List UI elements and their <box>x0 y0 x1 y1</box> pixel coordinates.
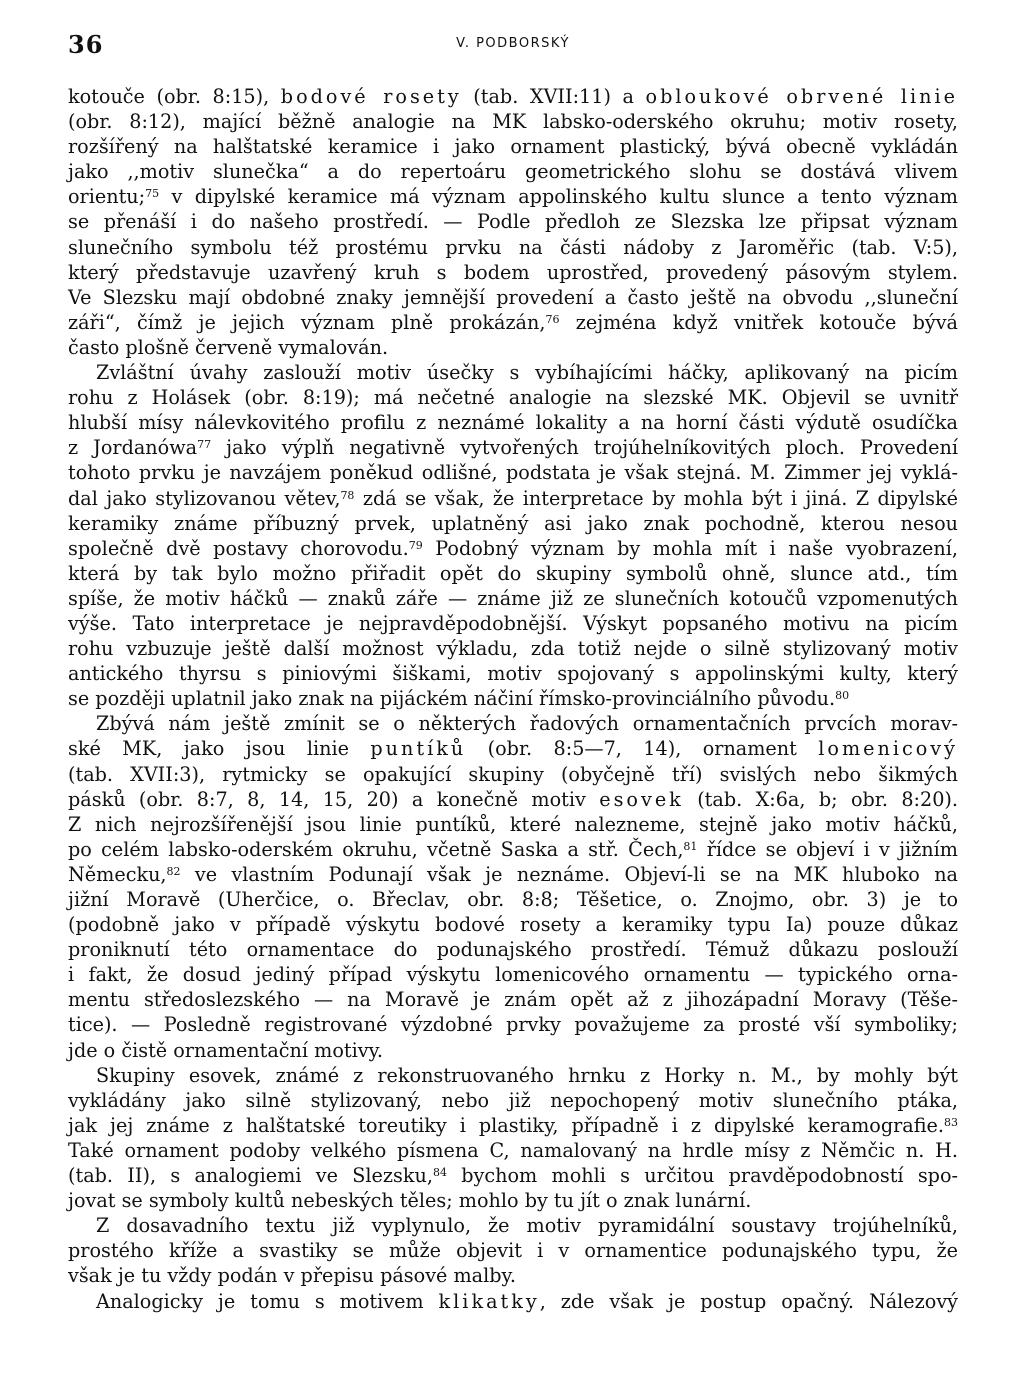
text-line: slunečního symbolu též prostému prvku na části nádoby z Jaroměřic (tab. V:5), <box>68 235 958 259</box>
page-number: 36 <box>68 30 104 59</box>
text-line: prostého kříže a svastiky se může objevit i v ornamentice podunajského typu, že <box>68 1239 958 1263</box>
text-line: Zvláštní úvahy zaslouží motiv úsečky s vybíhajícími háčky, aplikovaný na picím <box>96 361 958 385</box>
text-line: i fakt, že dosud jediný případ výskytu lomenicového ornamentu — typického orna- <box>68 963 958 987</box>
text-line: Analogicky je tomu s motivem klikatky, zde však je postup opačný. Nálezový <box>96 1289 959 1313</box>
text-line: jak jej známe z halštatské toreutiky i plastiky, případně i z dipylské keramografie.$^{83}$ <box>68 1113 958 1137</box>
text-line: antického thyrsu s piniovými šiškami, motiv spojovaný s appolinskými kulty, který <box>68 662 958 686</box>
text-line: po celém labsko-oderském okruhu, včetně Saska a stř. Čech,$^{81}$ řídce se objeví i v jižním <box>68 837 958 861</box>
text-line: Německu,$^{82}$ ve vlastním Podunají však je neznáme. Objeví-li se na MK hluboko na <box>68 862 958 886</box>
footnote-mark: 75 <box>145 187 160 201</box>
body-text <box>68 84 958 1314</box>
text-line: Zbývá nám ještě zmínit se o některých řadových ornamentačních prvcích morav- <box>96 712 958 736</box>
text-line: orientu;$^{75}$ v dipylské keramice má význam appolinského kultu slunce a tento význam <box>68 185 958 209</box>
text-line: rozšířený na halštatské keramice i jako ornament plastický, bývá obecně vykládán <box>68 135 958 159</box>
text-line: často plošně červeně vymalován. <box>68 335 389 359</box>
page-header <box>68 30 958 60</box>
text-line: hlubší mísy nálevkovitého profilu z neznámé lokality a na horní části výdutě osudíčka <box>68 411 958 435</box>
footnote-mark: 83 <box>944 1115 958 1129</box>
text-line: mentu středoslezského — na Moravě je znám opět až z jihozápadní Moravy (Těše- <box>68 988 958 1012</box>
footnote-mark: 76 <box>545 312 560 326</box>
text-line: tice). — Posledně registrované výzdobné prvky považujeme za prosté vší symboliky; <box>68 1013 958 1037</box>
text-line: se později uplatnil jako znak na pijáckém náčiní římsko-provinciálního původu.$^{80}$ <box>68 687 850 711</box>
text-line: Z dosavadního textu již vyplynulo, že motiv pyramidální soustavy trojúhelníků, <box>96 1214 958 1238</box>
text-line: výše. Tato interpretace je nejpravděpodobnější. Výskyt popsaného motivu na picím <box>68 611 958 635</box>
text-line: (tab. II), s analogiemi ve Slezsku,$^{84}$ bychom mohli s určitou pravděpodobností spo- <box>68 1164 958 1188</box>
text-line: jovat se symboly kultů nebeských těles; mohlo by tu jít o znak lunární. <box>68 1189 752 1213</box>
text-line: spíše, že motiv háčků — znaků záře — známe již ze slunečních kotoučů vzpomenutých <box>68 586 958 610</box>
text-line: keramiky známe příbuzný prvek, uplatněný asi jako znak pochodně, kterou nesou <box>68 511 958 535</box>
running-head: V. PODBORSKÝ <box>456 36 570 51</box>
footnote-mark: 80 <box>835 689 850 703</box>
text-line: z Jordanówa$^{77}$ jako výplň negativně vytvořených trojúhelníkovitých ploch. Provedení <box>68 436 958 460</box>
footnote-mark: 82 <box>166 864 181 878</box>
text-line: Z nich nejrozšířenější jsou linie puntíků, které nalezneme, stejně jako motiv háčků, <box>68 812 958 836</box>
footnote-mark: 84 <box>432 1166 447 1180</box>
text-line: rohu vzbuzuje ještě další možnost výkladu, zda totiž nejde o silně stylizovaný motiv <box>68 637 958 661</box>
text-line: která by tak bylo možno přiřadit opět do skupiny symbolů ohně, slunce atd., tím <box>68 561 958 585</box>
text-line: však je tu vždy podán v přepisu pásové malby. <box>68 1264 516 1288</box>
footnote-mark: 81 <box>683 839 698 853</box>
text-line: (tab. XVII:3), rytmicky se opakující skupiny (obyčejně tří) svislých nebo šikmých <box>68 762 958 786</box>
text-line: Skupiny esovek, známé z rekonstruovaného hrnku z Horky n. M., by mohly být <box>96 1063 958 1087</box>
text-line: (obr. 8:12), mající běžně analogie na MK labsko-oderského okruhu; motiv rosety, <box>68 110 958 134</box>
footnote-mark: 78 <box>340 488 355 502</box>
text-line: ské MK, jako jsou linie puntíků (obr. 8:5—7, 14), ornament lomenicový <box>68 737 958 761</box>
text-line: vykládány jako silně stylizovaný, nebo již nepochopený motiv slunečního ptáka, <box>68 1088 958 1112</box>
text-line: jako ,,motiv slunečka“ a do repertoáru geometrického slohu se dostává vlivem <box>68 160 958 184</box>
text-line: záři“, čímž je jejich význam plně prokázán,$^{76}$ zejména když vnitřek kotouče bývá <box>68 310 958 334</box>
text-line: Ve Slezsku mají obdobné znaky jemnější provedení a často ještě na obvodu ,,sluneční <box>68 285 958 309</box>
footnote-mark: 77 <box>197 438 212 452</box>
text-line: se přenáší i do našeho prostředí. — Podle předloh ze Slezska lze připsat význam <box>68 210 958 234</box>
text-line: tohoto prvku je navzájem poněkud odlišné, podstata je však stejná. M. Zimmer jej vyklá- <box>68 461 958 485</box>
text-line: jižní Moravě (Uherčice, o. Břeclav, obr. 8:8; Těšetice, o. Znojmo, obr. 3) je to <box>68 888 958 911</box>
text-line: proniknutí této ornamentace do podunajského prostředí. Témuž důkazu poslouží <box>68 938 958 962</box>
text-line: kotouče (obr. 8:15), bodové rosety (tab. XVII:11) a obloukové obrvené linie <box>68 85 958 108</box>
text-line: společně dvě postavy chorovodu.$^{79}$ Podobný význam by mohla mít i naše vyobrazení, <box>68 536 958 560</box>
text-line: (podobně jako v případě výskytu bodové rosety a keramiky typu Ia) pouze důkaz <box>68 913 958 937</box>
text-line: jde o čistě ornamentační motivy. <box>68 1038 383 1062</box>
text-line: který představuje uzavřený kruh s bodem uprostřed, provedený pásovým stylem. <box>68 260 958 284</box>
text-line: rohu z Holásek (obr. 8:19); má nečetné analogie na slezské MK. Objevil se uvnitř <box>68 386 958 410</box>
footnote-mark: 79 <box>408 538 423 552</box>
text-line: Také ornament podoby velkého písmena C, namalovaný na hrdle mísy z Němčic n. H. <box>68 1138 958 1162</box>
text-line: pásků (obr. 8:7, 8, 14, 15, 20) a konečně motiv esovek (tab. X:6a, b; obr. 8:20). <box>68 787 958 811</box>
text-line: dal jako stylizovanou větev,$^{78}$ zdá se však, že interpretace by mohla být i jiná. Z dipylské <box>68 486 958 510</box>
